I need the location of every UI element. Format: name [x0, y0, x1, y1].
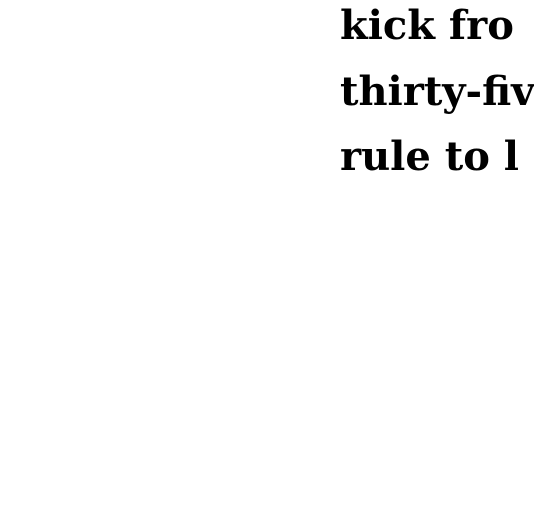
- text-line-2: thirty-fiv: [340, 68, 534, 115]
- text-column-fragment: [340, 0, 534, 200]
- text-line-3: rule to l: [340, 133, 520, 180]
- text-line-1: kick fro: [340, 2, 514, 49]
